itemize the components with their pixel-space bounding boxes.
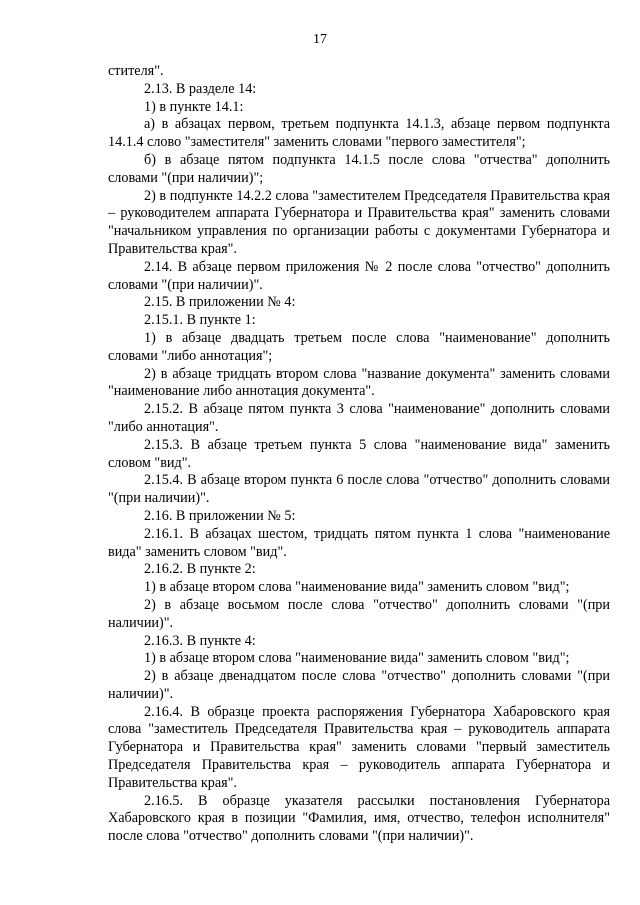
paragraph-2-16-4: 2.16.4. В образце проекта распоряжения Губернатора Хабаровского края слова "заместитель Председателя Правительства края – руководитель аппарата Губернатора и Правительства края" заменить словами "первый заместитель Председателя Правительства края – руководитель аппарата Губернатора и Правительства края". bbox=[108, 703, 610, 791]
paragraph-2-16-3-2: 2) в абзаце двенадцатом после слова "отчество" дополнить словами "(при наличии)". bbox=[108, 668, 610, 702]
paragraph-2-13: 2.13. В разделе 14: bbox=[144, 80, 257, 97]
paragraph-2-15-2: 2.15.2. В абзаце пятом пункта 3 слова "наименование" дополнить словами "либо аннотация". bbox=[108, 401, 610, 435]
paragraph-2-16-2-1: 1) в абзаце втором слова "наименование вида" заменить словом "вид"; bbox=[144, 579, 570, 596]
paragraph-2-13-1-a: а) в абзацах первом, третьем подпункта 14.1.3, абзаце первом подпункта 14.1.4 слово "заместителя" заменить словами "первого заместителя"; bbox=[108, 116, 610, 151]
paragraph-2-15: 2.15. В приложении № 4: bbox=[144, 294, 296, 311]
paragraph-2-15-4: 2.15.4. В абзаце втором пункта 6 после слова "отчество" дополнить словами "(при наличии)". bbox=[108, 472, 610, 507]
paragraph-2-16-5: 2.16.5. В образце указателя рассылки постановления Губернатора Хабаровского края в позиции "Фамилия, имя, отчество, телефон исполнителя" после слова "отчество" дополнить словами "(при наличии)". bbox=[108, 792, 610, 845]
paragraph-2-16-3: 2.16.3. В пункте 4: bbox=[144, 632, 256, 649]
paragraph-2-16-2: 2.16.2. В пункте 2: bbox=[144, 561, 256, 578]
paragraph-2-16: 2.16. В приложении № 5: bbox=[144, 507, 296, 524]
paragraph-2-15-1-2: 2) в абзаце тридцать втором слова "название документа" заменить словами "наименование либо аннотация документа". bbox=[108, 365, 610, 400]
paragraph-2-16-3-1: 1) в абзаце втором слова "наименование вида" заменить словом "вид"; bbox=[144, 650, 570, 667]
paragraph-2-13-1: 1) в пункте 14.1: bbox=[144, 98, 244, 115]
paragraph-2-15-3: 2.15.3. В абзаце третьем пункта 5 слова "наименование вида" заменить словом "вид". bbox=[108, 436, 610, 471]
paragraph-2-13-1-b: б) в абзаце пятом подпункта 14.1.5 после слова "отчества" дополнить словами "(при наличии)"; bbox=[108, 151, 610, 186]
paragraph-2-15-1-1: 1) в абзаце двадцать третьем после слова "наименование" дополнить словами "либо аннотация"; bbox=[108, 329, 610, 364]
document-body bbox=[108, 63, 610, 846]
page-number: 17 bbox=[313, 32, 327, 47]
paragraph-2-14: 2.14. В абзаце первом приложения № 2 после слова "отчество" дополнить словами "(при наличии)". bbox=[108, 258, 610, 293]
paragraph-2-16-1: 2.16.1. В абзацах шестом, тридцать пятом пункта 1 слова "наименование вида" заменить словом "вид". bbox=[108, 525, 610, 560]
paragraph-2-13-2: 2) в подпункте 14.2.2 слова "заместителем Председателя Правительства края – руководителем аппарата Губернатора и Правительства края" заменить словами "начальником управления по организации работы с документами Губернатора и Правительства края". bbox=[108, 187, 610, 257]
paragraph-continuation: стителя". bbox=[108, 63, 164, 79]
paragraph-2-16-2-2: 2) в абзаце восьмом после слова "отчество" дополнить словами "(при наличии)". bbox=[108, 596, 610, 631]
paragraph-2-15-1: 2.15.1. В пункте 1: bbox=[144, 312, 256, 329]
